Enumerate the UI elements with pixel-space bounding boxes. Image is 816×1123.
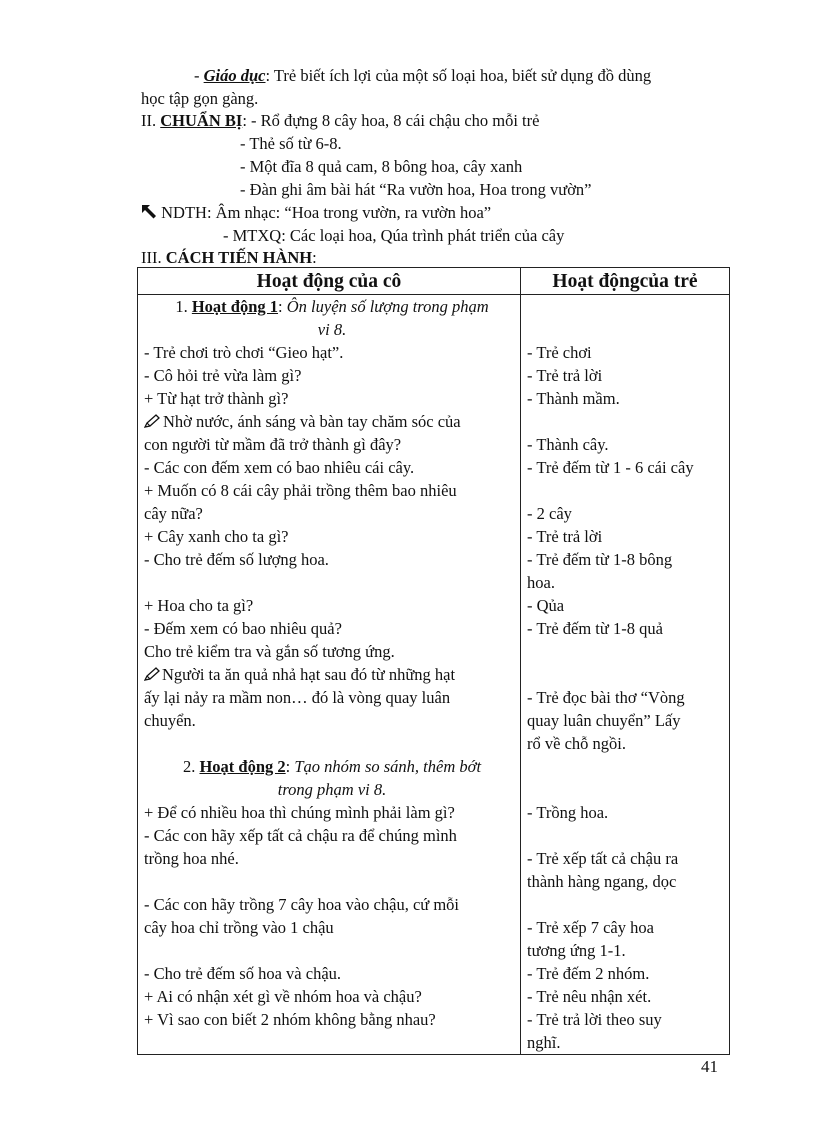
teacher-line: Cho trẻ kiểm tra và gắn số tương ứng. <box>144 642 395 661</box>
teacher-line: cây hoa chỉ trồng vào 1 chậu <box>144 918 334 937</box>
prep-item: - Thẻ số từ 6-8. <box>240 134 342 153</box>
activity-2-heading-cont: trong phạm vi 8. <box>277 780 387 799</box>
child-line: - Trẻ trả lời <box>527 527 603 546</box>
child-line: - Trẻ đếm từ 1-8 quả <box>527 619 663 638</box>
table-header-row <box>138 268 730 295</box>
activity-table <box>137 267 730 1055</box>
ndth-line <box>141 201 491 224</box>
ndth-text: NDTH: Âm nhạc: “Hoa trong vườn, ra vườn hoa” <box>161 203 492 222</box>
teacher-line: - Trẻ chơi trò chơi “Gieo hạt”. <box>144 343 344 362</box>
teacher-line: con người từ mầm đã trở thành gì đây? <box>144 435 402 454</box>
mtxq-line: - MTXQ: Các loại hoa, Qúa trình phát triển của cây <box>223 226 565 245</box>
teacher-line: Nhờ nước, ánh sáng và bàn tay chăm sóc của <box>144 410 520 433</box>
child-line <box>527 410 729 433</box>
teacher-line: - Các con hãy xếp tất cả chậu ra để chúng mình <box>144 826 457 845</box>
table-body-row <box>138 295 730 1055</box>
child-line <box>527 778 729 801</box>
prep-line: II. CHUẨN BỊ: - Rổ đựng 8 cây hoa, 8 cái chậu cho mỗi trẻ <box>141 111 540 130</box>
pencil-icon <box>144 414 160 428</box>
teacher-line: + Muốn có 8 cái cây phải trồng thêm bao nhiêu <box>144 481 457 500</box>
page-number: 41 <box>701 1057 718 1076</box>
teacher-line: + Cây xanh cho ta gì? <box>144 527 289 546</box>
child-line <box>527 479 729 502</box>
teacher-line: - Cô hỏi trẻ vừa làm gì? <box>144 366 302 385</box>
child-line: rổ về chỗ ngồi. <box>527 734 626 753</box>
pencil-icon <box>144 667 160 681</box>
teacher-line <box>144 939 520 962</box>
teacher-line: + Từ hạt trở thành gì? <box>144 389 289 408</box>
teacher-line: Người ta ăn quả nhả hạt sau đó từ những hạt <box>144 663 520 686</box>
teacher-line: cây nữa? <box>144 504 203 523</box>
child-line: tương ứng 1-1. <box>527 941 626 960</box>
child-line: nghĩ. <box>527 1033 561 1052</box>
teacher-line: - Cho trẻ đếm số hoa và chậu. <box>144 964 342 983</box>
child-line: - Trẻ nêu nhận xét. <box>527 987 652 1006</box>
prep-item: - Đàn ghi âm bài hát “Ra vườn hoa, Hoa trong vườn” <box>240 180 592 199</box>
teacher-line: trồng hoa nhé. <box>144 849 239 868</box>
teacher-line: - Đếm xem có bao nhiêu quả? <box>144 619 342 638</box>
child-line: - Trẻ chơi <box>527 343 592 362</box>
child-line <box>527 893 729 916</box>
teacher-line: + Hoa cho ta gì? <box>144 596 254 615</box>
prep-label: CHUẨN BỊ <box>160 111 243 130</box>
header-teacher: Hoạt động của cô <box>138 268 521 295</box>
child-line <box>527 755 729 778</box>
section-heading: III. CÁCH TIẾN HÀNH: <box>141 248 317 267</box>
child-line: hoa. <box>527 573 555 592</box>
teacher-line: - Cho trẻ đếm số lượng hoa. <box>144 550 329 569</box>
child-line <box>527 663 729 686</box>
prep-text: : - Rổ đựng 8 cây hoa, 8 cái chậu cho mỗi trẻ <box>242 111 540 130</box>
goal-line-2: học tập gọn gàng. <box>141 89 259 108</box>
child-line: - Thành cây. <box>527 435 609 454</box>
teacher-line <box>144 870 520 893</box>
teacher-column <box>138 295 521 1055</box>
header-child: Hoạt độngcủa trẻ <box>521 268 730 295</box>
child-line: - Trẻ xếp 7 cây hoa <box>527 918 654 937</box>
child-line: - Trẻ trả lời <box>527 366 603 385</box>
child-line: - Trẻ đếm từ 1 - 6 cái cây <box>527 458 694 477</box>
teacher-line <box>144 571 520 594</box>
arrow-up-left-icon <box>141 204 157 219</box>
child-line: - Thành mầm. <box>527 389 620 408</box>
child-line: - Qủa <box>527 596 565 615</box>
activity-1-heading: 1. Hoạt động 1: Ôn luyện số lượng trong phạm <box>175 297 489 316</box>
teacher-line: chuyển. <box>144 711 196 730</box>
goal-line: - Giáo dục: Trẻ biết ích lợi của một số loại hoa, biết sử dụng đồ dùng <box>194 66 652 85</box>
child-line: - Trẻ đếm 2 nhóm. <box>527 964 650 983</box>
goal-text: : Trẻ biết ích lợi của một số loại hoa, biết sử dụng đồ dùng <box>265 66 652 85</box>
teacher-line: - Các con hãy trồng 7 cây hoa vào chậu, cứ mỗi <box>144 895 459 914</box>
goal-label: Giáo dục <box>203 66 266 85</box>
child-line <box>527 295 729 318</box>
teacher-line: ấy lại nảy ra mầm non… đó là vòng quay luân <box>144 688 451 707</box>
child-line: thành hàng ngang, dọc <box>527 872 677 891</box>
child-line: - Trẻ trả lời theo suy <box>527 1010 662 1029</box>
child-line <box>527 318 729 341</box>
child-line: quay luân chuyển” Lấy <box>527 711 681 730</box>
child-line: - 2 cây <box>527 504 572 523</box>
teacher-line: + Ai có nhận xét gì về nhóm hoa và chậu? <box>144 987 422 1006</box>
teacher-line: + Để có nhiều hoa thì chúng mình phải làm gì? <box>144 803 455 822</box>
child-line <box>527 824 729 847</box>
activity-1-heading-cont: vi 8. <box>317 320 347 339</box>
child-line <box>527 640 729 663</box>
prep-item: - Một đĩa 8 quả cam, 8 bông hoa, cây xanh <box>240 157 523 176</box>
child-line: - Trồng hoa. <box>527 803 609 822</box>
child-line: - Trẻ đếm từ 1-8 bông <box>527 550 673 569</box>
teacher-line: + Vì sao con biết 2 nhóm không bằng nhau? <box>144 1010 436 1029</box>
child-line: - Trẻ đọc bài thơ “Vòng <box>527 688 685 707</box>
activity-2-heading: 2. Hoạt động 2: Tạo nhóm so sánh, thêm bớt <box>182 757 482 776</box>
teacher-line: - Các con đếm xem có bao nhiêu cái cây. <box>144 458 415 477</box>
child-column <box>521 295 730 1055</box>
child-line: - Trẻ xếp tất cả chậu ra <box>527 849 679 868</box>
